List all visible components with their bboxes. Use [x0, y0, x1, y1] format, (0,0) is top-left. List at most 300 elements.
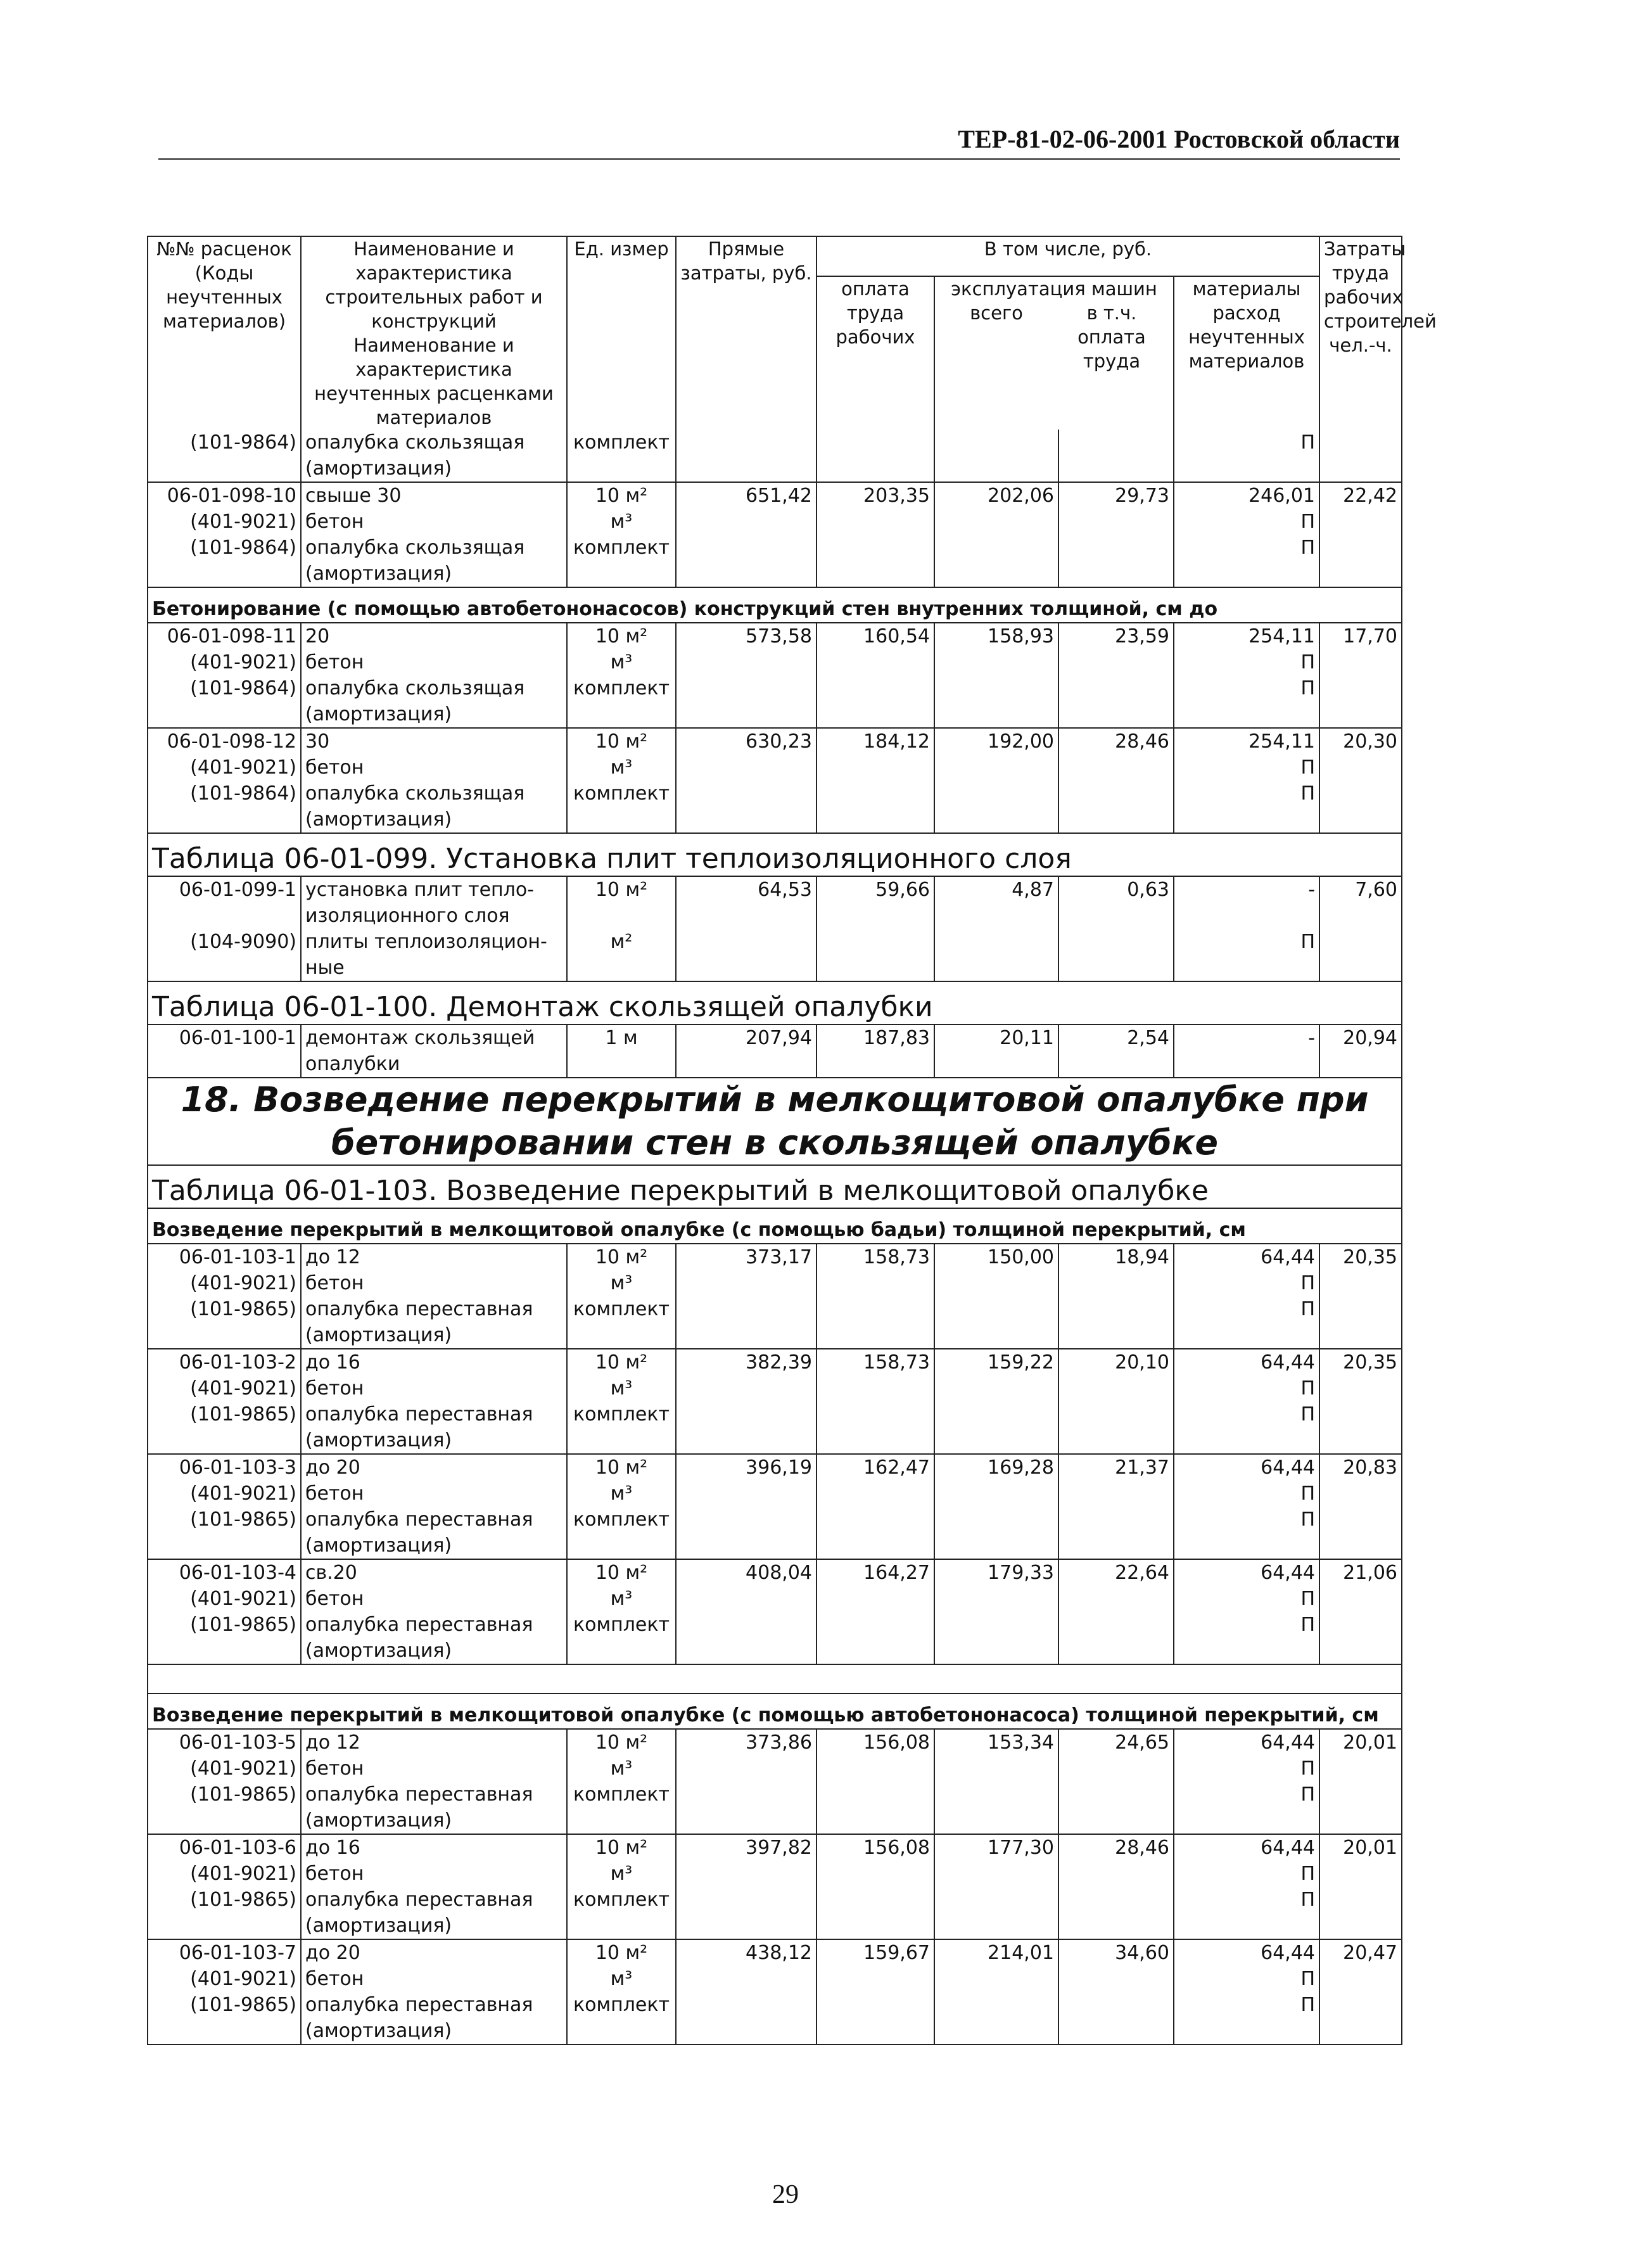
- cell-materials: П: [1174, 1966, 1319, 1992]
- cell-machines-labor: [1058, 1782, 1174, 1808]
- cell-materials: П: [1174, 1586, 1319, 1612]
- section-title-row: [148, 1693, 1402, 1729]
- cell-unit: комплект: [567, 675, 676, 701]
- cell-code: (401-9021): [148, 1586, 301, 1612]
- cell-name: (амортизация): [301, 1638, 567, 1664]
- table-row: [148, 535, 1402, 561]
- cell-labor-pay: [816, 1507, 934, 1533]
- cell-unit: комплект: [567, 1887, 676, 1913]
- cell-materials: П: [1174, 430, 1319, 456]
- cell-direct: [676, 1533, 816, 1559]
- cell-direct: 64,53: [676, 876, 816, 903]
- cell-code: 06-01-098-12: [148, 728, 301, 755]
- cell-code: (401-9021): [148, 755, 301, 781]
- cell-labor-pay: [816, 1966, 934, 1992]
- table-row: [148, 1729, 1402, 1756]
- cell-labor-hours: [1319, 755, 1402, 781]
- cell-code: [148, 2018, 301, 2044]
- cell-materials: 64,44: [1174, 1834, 1319, 1861]
- cell-machines: 153,34: [934, 1729, 1058, 1756]
- cell-direct: [676, 1782, 816, 1808]
- cell-name: опалубка переставная: [301, 1992, 567, 2018]
- cell-machines-labor: [1058, 1638, 1174, 1664]
- cell-code: (401-9021): [148, 1270, 301, 1296]
- cell-direct: [676, 649, 816, 675]
- cell-materials: П: [1174, 1507, 1319, 1533]
- header-code: №№ расценок (Коды неучтенных материалов): [148, 236, 301, 430]
- table-row: [148, 929, 1402, 955]
- cell-labor-hours: 22,42: [1319, 482, 1402, 509]
- cell-machines: [934, 1913, 1058, 1939]
- cell-materials: [1174, 807, 1319, 833]
- cell-code: (401-9021): [148, 1861, 301, 1887]
- cell-unit: 10 м²: [567, 1349, 676, 1375]
- cell-labor-hours: 20,30: [1319, 728, 1402, 755]
- cell-labor-hours: [1319, 1782, 1402, 1808]
- cell-unit: м³: [567, 1375, 676, 1401]
- cell-direct: [676, 1322, 816, 1349]
- cell-labor-hours: [1319, 1913, 1402, 1939]
- cell-direct: [676, 1612, 816, 1638]
- cell-materials: [1174, 903, 1319, 929]
- cell-direct: [676, 1427, 816, 1454]
- cell-machines-labor: [1058, 2018, 1174, 2044]
- cell-materials: П: [1174, 535, 1319, 561]
- cell-machines-labor: [1058, 1051, 1174, 1078]
- cell-machines: 169,28: [934, 1454, 1058, 1481]
- cell-code: [148, 701, 301, 728]
- cell-machines: [934, 1051, 1058, 1078]
- cell-code: (101-9864): [148, 675, 301, 701]
- cell-labor-hours: [1319, 561, 1402, 587]
- header-direct: Прямые затраты, руб.: [676, 236, 816, 430]
- cell-name: бетон: [301, 755, 567, 781]
- cell-code: (401-9021): [148, 1756, 301, 1782]
- cell-unit: м³: [567, 755, 676, 781]
- table-row: [148, 1481, 1402, 1507]
- cell-labor-hours: [1319, 1586, 1402, 1612]
- cell-machines-labor: [1058, 781, 1174, 807]
- cell-name: бетон: [301, 1861, 567, 1887]
- cell-machines: [934, 755, 1058, 781]
- cell-unit: 10 м²: [567, 1454, 676, 1481]
- cell-labor-pay: 160,54: [816, 623, 934, 649]
- cell-machines-labor: [1058, 903, 1174, 929]
- cell-code: 06-01-103-7: [148, 1939, 301, 1966]
- cell-labor-hours: [1319, 649, 1402, 675]
- table-caption: Таблица 06-01-099. Установка плит теплоизоляционного слоя: [148, 833, 1402, 876]
- cell-labor-hours: 20,47: [1319, 1939, 1402, 1966]
- cell-unit: 10 м²: [567, 1729, 676, 1756]
- cell-machines: 192,00: [934, 728, 1058, 755]
- table-row: [148, 781, 1402, 807]
- cell-code: 06-01-100-1: [148, 1024, 301, 1051]
- cell-labor-pay: [816, 1481, 934, 1507]
- cell-name: опалубка переставная: [301, 1401, 567, 1427]
- cell-labor-hours: [1319, 2018, 1402, 2044]
- cell-labor-hours: [1319, 929, 1402, 955]
- cell-machines-labor: [1058, 675, 1174, 701]
- table-row: [148, 1808, 1402, 1834]
- cell-direct: 373,17: [676, 1244, 816, 1270]
- cell-materials: П: [1174, 675, 1319, 701]
- cell-machines: [934, 1966, 1058, 1992]
- cell-code: (101-9865): [148, 1401, 301, 1427]
- cell-unit: [567, 903, 676, 929]
- cell-machines: [934, 1638, 1058, 1664]
- cell-unit: комплект: [567, 1507, 676, 1533]
- cell-direct: [676, 1992, 816, 2018]
- cell-unit: 10 м²: [567, 1559, 676, 1586]
- cell-name: опалубки: [301, 1051, 567, 1078]
- table-row: [148, 1913, 1402, 1939]
- cell-direct: [676, 1270, 816, 1296]
- cell-direct: [676, 701, 816, 728]
- cell-direct: [676, 430, 816, 456]
- cell-unit: [567, 701, 676, 728]
- cell-machines-labor: 29,73: [1058, 482, 1174, 509]
- cell-labor-hours: 20,01: [1319, 1834, 1402, 1861]
- cell-direct: [676, 1808, 816, 1834]
- cell-labor-hours: [1319, 955, 1402, 981]
- cell-machines-labor: [1058, 1586, 1174, 1612]
- cell-labor-hours: [1319, 1887, 1402, 1913]
- cell-materials: П: [1174, 755, 1319, 781]
- cell-machines-labor: [1058, 1427, 1174, 1454]
- cell-labor-pay: [816, 1913, 934, 1939]
- cell-direct: [676, 1481, 816, 1507]
- cell-direct: [676, 1913, 816, 1939]
- cell-materials: П: [1174, 649, 1319, 675]
- cell-direct: 573,58: [676, 623, 816, 649]
- cell-code: 06-01-099-1: [148, 876, 301, 903]
- cell-direct: [676, 755, 816, 781]
- cell-materials: П: [1174, 1375, 1319, 1401]
- cell-unit: [567, 1913, 676, 1939]
- cell-machines-labor: [1058, 1966, 1174, 1992]
- cell-code: (101-9864): [148, 430, 301, 456]
- table-row: [148, 1966, 1402, 1992]
- cell-code: (101-9864): [148, 781, 301, 807]
- table-row: [148, 755, 1402, 781]
- cell-direct: [676, 2018, 816, 2044]
- cell-machines-labor: [1058, 509, 1174, 535]
- cell-labor-hours: [1319, 1612, 1402, 1638]
- cell-unit: комплект: [567, 1612, 676, 1638]
- cell-name: (амортизация): [301, 456, 567, 482]
- cell-name: (амортизация): [301, 1533, 567, 1559]
- cell-labor-pay: [816, 955, 934, 981]
- cell-machines-labor: 28,46: [1058, 728, 1174, 755]
- cell-code: (401-9021): [148, 1375, 301, 1401]
- cell-unit: [567, 1051, 676, 1078]
- cell-labor-pay: 59,66: [816, 876, 934, 903]
- cell-materials: [1174, 1427, 1319, 1454]
- cell-labor-pay: 159,67: [816, 1939, 934, 1966]
- cell-name: (амортизация): [301, 1322, 567, 1349]
- cell-name: до 20: [301, 1939, 567, 1966]
- cell-materials: П: [1174, 1887, 1319, 1913]
- cell-unit: 10 м²: [567, 623, 676, 649]
- cell-labor-hours: [1319, 701, 1402, 728]
- cell-machines-labor: [1058, 430, 1174, 456]
- table-row: [148, 1559, 1402, 1586]
- cell-machines-labor: [1058, 456, 1174, 482]
- cell-name: (амортизация): [301, 807, 567, 833]
- cell-unit: 10 м²: [567, 728, 676, 755]
- cell-machines: [934, 781, 1058, 807]
- cell-labor-pay: [816, 755, 934, 781]
- cell-direct: 396,19: [676, 1454, 816, 1481]
- cell-machines: [934, 1887, 1058, 1913]
- cell-code: [148, 1427, 301, 1454]
- cell-machines: [934, 1612, 1058, 1638]
- cell-materials: П: [1174, 1481, 1319, 1507]
- cell-machines: [934, 1861, 1058, 1887]
- cell-direct: 207,94: [676, 1024, 816, 1051]
- header-materials: материалы расход неучтенных материалов: [1174, 276, 1319, 430]
- cell-materials: 64,44: [1174, 1559, 1319, 1586]
- cell-machines-labor: 0,63: [1058, 876, 1174, 903]
- cell-direct: [676, 781, 816, 807]
- table-row: [148, 1992, 1402, 2018]
- cell-machines: [934, 1782, 1058, 1808]
- cell-labor-pay: [816, 903, 934, 929]
- cell-unit: [567, 1638, 676, 1664]
- table-row: [148, 675, 1402, 701]
- cell-unit: комплект: [567, 430, 676, 456]
- cell-code: [148, 1322, 301, 1349]
- cell-labor-pay: 162,47: [816, 1454, 934, 1481]
- table-caption: Таблица 06-01-100. Демонтаж скользящей опалубки: [148, 981, 1402, 1024]
- table-caption-row: [148, 981, 1402, 1024]
- cell-unit: [567, 1533, 676, 1559]
- cell-code: [148, 903, 301, 929]
- cell-name: (амортизация): [301, 1427, 567, 1454]
- table-row: [148, 649, 1402, 675]
- cell-machines: 150,00: [934, 1244, 1058, 1270]
- cell-materials: [1174, 1051, 1319, 1078]
- cell-labor-pay: [816, 1586, 934, 1612]
- cell-materials: П: [1174, 781, 1319, 807]
- cell-machines-labor: [1058, 1270, 1174, 1296]
- cell-materials: П: [1174, 1296, 1319, 1322]
- cell-name: (амортизация): [301, 2018, 567, 2044]
- cell-code: 06-01-103-3: [148, 1454, 301, 1481]
- cell-labor-pay: [816, 1887, 934, 1913]
- cell-machines-labor: 34,60: [1058, 1939, 1174, 1966]
- cell-machines-labor: 24,65: [1058, 1729, 1174, 1756]
- cell-direct: [676, 955, 816, 981]
- cell-labor-pay: 158,73: [816, 1349, 934, 1375]
- cell-labor-hours: [1319, 675, 1402, 701]
- table-row: [148, 1782, 1402, 1808]
- cell-machines-labor: [1058, 1507, 1174, 1533]
- cell-machines: 159,22: [934, 1349, 1058, 1375]
- cell-unit: м³: [567, 1270, 676, 1296]
- cell-unit: 1 м: [567, 1024, 676, 1051]
- table-row: [148, 430, 1402, 456]
- cell-labor-pay: [816, 1861, 934, 1887]
- chapter-title-row: [148, 1078, 1402, 1165]
- cell-unit: м³: [567, 1481, 676, 1507]
- cell-labor-hours: 20,94: [1319, 1024, 1402, 1051]
- cell-name: 30: [301, 728, 567, 755]
- cell-labor-pay: [816, 1638, 934, 1664]
- cell-machines-labor: [1058, 1401, 1174, 1427]
- cell-materials: [1174, 1638, 1319, 1664]
- table-row: [148, 1533, 1402, 1559]
- table-caption: Таблица 06-01-103. Возведение перекрытий в мелкощитовой опалубке: [148, 1165, 1402, 1208]
- cell-code: (401-9021): [148, 1966, 301, 1992]
- cell-labor-pay: [816, 561, 934, 587]
- cell-materials: [1174, 1322, 1319, 1349]
- table-row: [148, 701, 1402, 728]
- cell-machines: [934, 1427, 1058, 1454]
- table-row: [148, 2018, 1402, 2044]
- cell-code: 06-01-103-4: [148, 1559, 301, 1586]
- cell-machines: [934, 1586, 1058, 1612]
- cell-code: [148, 1638, 301, 1664]
- cell-machines-labor: 2,54: [1058, 1024, 1174, 1051]
- cell-code: 06-01-098-10: [148, 482, 301, 509]
- cell-direct: [676, 535, 816, 561]
- cell-machines-labor: [1058, 1533, 1174, 1559]
- cell-direct: [676, 1296, 816, 1322]
- cell-unit: 10 м²: [567, 876, 676, 903]
- spacer-cell: [148, 1664, 1402, 1693]
- cell-materials: [1174, 2018, 1319, 2044]
- header-rule: [158, 158, 1400, 160]
- cell-unit: м³: [567, 1756, 676, 1782]
- cell-materials: 254,11: [1174, 623, 1319, 649]
- cell-name: (амортизация): [301, 561, 567, 587]
- cell-labor-pay: [816, 1533, 934, 1559]
- cell-machines-labor: 20,10: [1058, 1349, 1174, 1375]
- cell-direct: [676, 1375, 816, 1401]
- page-number: 29: [772, 2180, 799, 2209]
- cell-unit: [567, 2018, 676, 2044]
- cell-direct: 408,04: [676, 1559, 816, 1586]
- cell-labor-hours: [1319, 1375, 1402, 1401]
- cell-name: опалубка переставная: [301, 1887, 567, 1913]
- cell-direct: 651,42: [676, 482, 816, 509]
- cell-name: опалубка скользящая: [301, 430, 567, 456]
- cell-labor-pay: [816, 1782, 934, 1808]
- cell-unit: [567, 1322, 676, 1349]
- cell-machines-labor: [1058, 929, 1174, 955]
- section-title: Возведение перекрытий в мелкощитовой опалубке (с помощью автобетононасоса) толщиной перекрытий, см: [148, 1693, 1402, 1729]
- cell-unit: 10 м²: [567, 1834, 676, 1861]
- cell-labor-hours: 20,83: [1319, 1454, 1402, 1481]
- cell-labor-hours: [1319, 1756, 1402, 1782]
- cell-unit: м²: [567, 929, 676, 955]
- cell-materials: П: [1174, 1401, 1319, 1427]
- cell-code: (101-9864): [148, 535, 301, 561]
- table-row: [148, 1612, 1402, 1638]
- table-row: [148, 1638, 1402, 1664]
- cell-machines: [934, 1756, 1058, 1782]
- cell-labor-pay: [816, 1756, 934, 1782]
- cell-name: опалубка скользящая: [301, 535, 567, 561]
- cell-labor-pay: [816, 1612, 934, 1638]
- header-name: Наименование и характеристика строительных работ и конструкций Наименование и характеристика неучтенных расценками материалов: [301, 236, 567, 430]
- cell-unit: [567, 1427, 676, 1454]
- cell-materials: 64,44: [1174, 1939, 1319, 1966]
- cell-code: (101-9865): [148, 1296, 301, 1322]
- cell-unit: комплект: [567, 535, 676, 561]
- cell-machines-labor: [1058, 649, 1174, 675]
- table-row: [148, 623, 1402, 649]
- table-row: [148, 561, 1402, 587]
- cell-machines: [934, 561, 1058, 587]
- cell-name: бетон: [301, 1756, 567, 1782]
- spacer-row: [148, 1664, 1402, 1693]
- cell-machines: 158,93: [934, 623, 1058, 649]
- cell-code: [148, 955, 301, 981]
- cell-materials: 64,44: [1174, 1454, 1319, 1481]
- cell-labor-hours: [1319, 807, 1402, 833]
- table-row: [148, 1401, 1402, 1427]
- table-row: [148, 1349, 1402, 1375]
- cell-labor-hours: [1319, 1427, 1402, 1454]
- table-row: [148, 1024, 1402, 1051]
- cell-machines: [934, 1808, 1058, 1834]
- cell-labor-hours: 20,35: [1319, 1349, 1402, 1375]
- cell-labor-pay: [816, 807, 934, 833]
- cell-labor-pay: 203,35: [816, 482, 934, 509]
- cell-labor-hours: [1319, 456, 1402, 482]
- cell-machines: 179,33: [934, 1559, 1058, 1586]
- cell-labor-hours: 7,60: [1319, 876, 1402, 903]
- cell-name: (амортизация): [301, 1808, 567, 1834]
- cell-materials: -: [1174, 1024, 1319, 1051]
- cell-machines-labor: [1058, 701, 1174, 728]
- cell-labor-hours: [1319, 1401, 1402, 1427]
- cell-direct: 373,86: [676, 1729, 816, 1756]
- cell-materials: 254,11: [1174, 728, 1319, 755]
- cell-machines: [934, 1270, 1058, 1296]
- cell-name: опалубка переставная: [301, 1782, 567, 1808]
- cell-machines-labor: 28,46: [1058, 1834, 1174, 1861]
- cell-machines-labor: [1058, 1322, 1174, 1349]
- cell-labor-pay: [816, 1051, 934, 1078]
- cell-labor-hours: [1319, 1481, 1402, 1507]
- table-row: [148, 1834, 1402, 1861]
- cell-labor-hours: [1319, 430, 1402, 456]
- cell-materials: -: [1174, 876, 1319, 903]
- cell-name: 20: [301, 623, 567, 649]
- cell-machines: [934, 1481, 1058, 1507]
- cell-name: бетон: [301, 1481, 567, 1507]
- cell-labor-hours: [1319, 1638, 1402, 1664]
- cell-machines: [934, 649, 1058, 675]
- document-header: ТЕР-81-02-06-2001 Ростовской области: [958, 125, 1400, 153]
- cell-name: плиты теплоизоляцион-: [301, 929, 567, 955]
- cell-code: [148, 1808, 301, 1834]
- cell-direct: [676, 1507, 816, 1533]
- cell-machines-labor: 23,59: [1058, 623, 1174, 649]
- cell-materials: 246,01: [1174, 482, 1319, 509]
- table-header-row: [148, 236, 1402, 276]
- cell-direct: [676, 929, 816, 955]
- cell-materials: П: [1174, 1270, 1319, 1296]
- cell-labor-pay: [816, 649, 934, 675]
- cell-machines: [934, 1401, 1058, 1427]
- cell-machines-labor: [1058, 1481, 1174, 1507]
- cell-name: установка плит тепло-: [301, 876, 567, 903]
- cell-labor-pay: [816, 1427, 934, 1454]
